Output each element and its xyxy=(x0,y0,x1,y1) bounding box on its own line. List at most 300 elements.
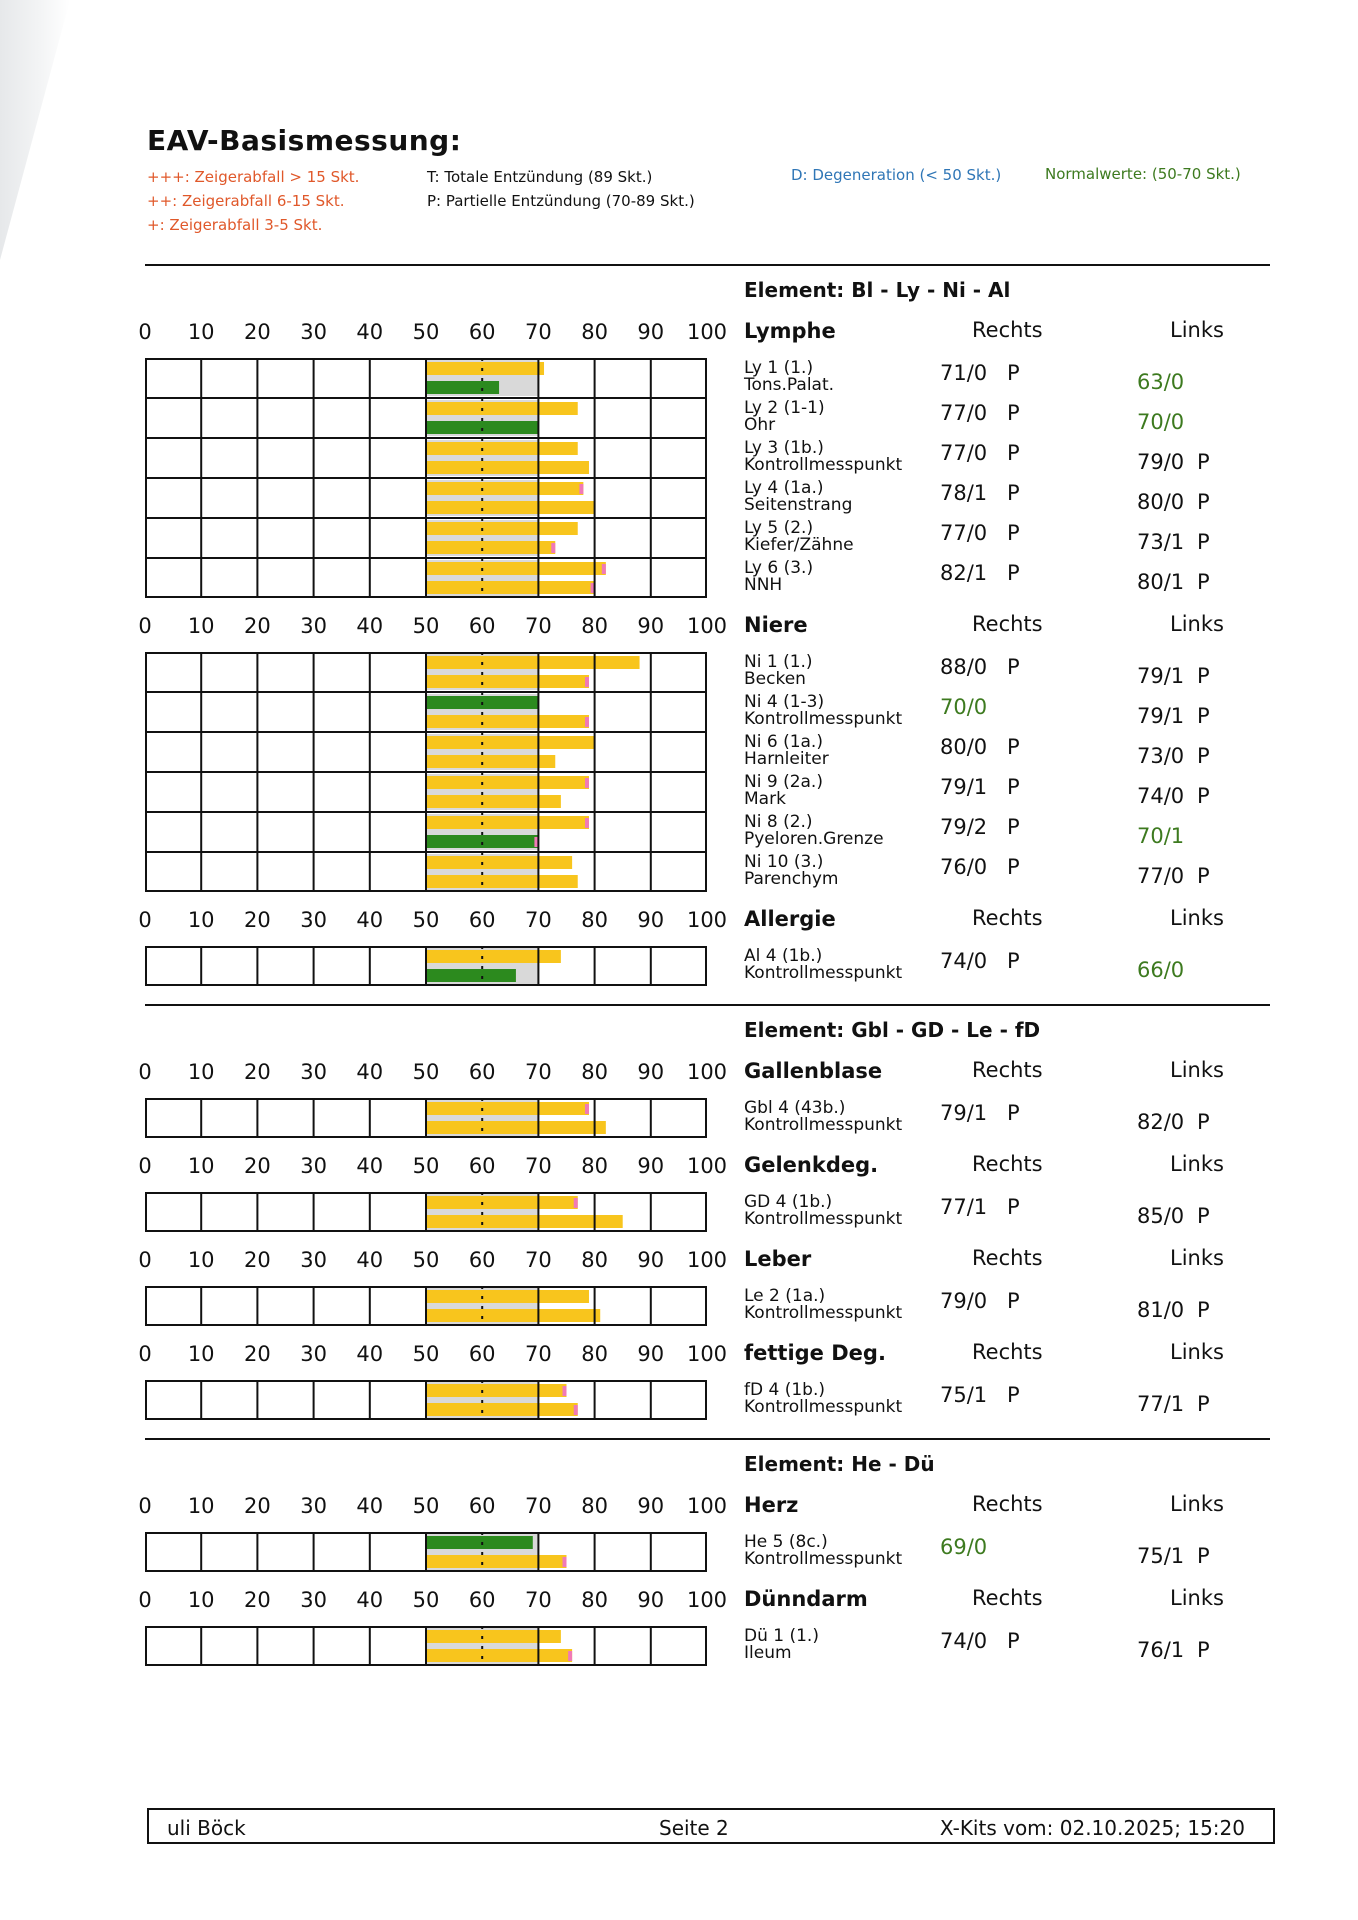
flag-right: P xyxy=(1007,949,1020,973)
flag-left: P xyxy=(1197,570,1210,594)
measurement-point-code: Ni 10 (3.) xyxy=(744,852,824,872)
value-right: 77/1 xyxy=(940,1195,988,1219)
column-header-left: Links xyxy=(1170,1246,1224,1270)
axis-tick-label: 100 xyxy=(686,908,728,932)
measurement-point-code: Ly 2 (1-1) xyxy=(744,398,825,418)
bar-chart xyxy=(145,358,707,598)
flag-left: P xyxy=(1197,704,1210,728)
axis-tick-labels xyxy=(0,320,728,344)
measurement-point-code: Ni 6 (1a.) xyxy=(744,732,823,752)
axis-tick-label: 70 xyxy=(525,908,552,932)
measurement-point-code: Le 2 (1a.) xyxy=(744,1286,826,1306)
bar-right xyxy=(426,1102,589,1115)
column-header-left: Links xyxy=(1170,612,1224,636)
column-header-right: Rechts xyxy=(972,1246,1043,1270)
axis-tick-label: 40 xyxy=(356,1494,384,1518)
measurement-point-desc: Ileum xyxy=(744,1643,792,1663)
flag-right: P xyxy=(1007,855,1020,879)
value-left: 73/0 xyxy=(1137,744,1185,768)
bar-chart xyxy=(145,1626,707,1666)
bar-right xyxy=(426,736,595,749)
drop-marker-right xyxy=(563,1386,567,1396)
drop-marker-left xyxy=(568,1651,572,1661)
measurement-point-desc: Kontrollmesspunkt xyxy=(744,1397,903,1417)
axis-tick-label: 20 xyxy=(244,614,271,638)
section-divider xyxy=(145,1004,1270,1006)
value-left: 81/0 xyxy=(1137,1298,1185,1322)
axis-tick-label: 40 xyxy=(356,614,384,638)
axis-tick-label: 20 xyxy=(244,1494,271,1518)
bar-right xyxy=(426,816,589,829)
bar-chart xyxy=(145,1286,707,1326)
axis-tick-label: 60 xyxy=(468,1588,496,1612)
legend-normal-values: Normalwerte: (50-70 Skt.) xyxy=(1045,165,1241,183)
footer-page-number: Seite 2 xyxy=(659,1816,729,1840)
axis-tick-label: 40 xyxy=(356,320,384,344)
group-name: Lymphe xyxy=(744,319,836,343)
value-right: 70/0 xyxy=(940,695,988,719)
column-header-right: Rechts xyxy=(972,906,1043,930)
measurement-point-desc: Kontrollmesspunkt xyxy=(744,1209,903,1229)
legend-double-plus: ++: Zeigerabfall 6-15 Skt. xyxy=(147,192,345,210)
axis-tick-label: 10 xyxy=(187,320,215,344)
value-right: 77/0 xyxy=(940,441,988,465)
legend-degeneration: D: Degeneration (< 50 Skt.) xyxy=(791,166,1002,184)
bar-grid xyxy=(145,946,707,986)
axis-tick-label: 0 xyxy=(138,1248,152,1272)
flag-left: P xyxy=(1197,1298,1210,1322)
axis-tick-label: 30 xyxy=(300,1248,327,1272)
column-header-right: Rechts xyxy=(972,1058,1043,1082)
axis-tick-label: 80 xyxy=(581,320,608,344)
drop-marker-right xyxy=(579,484,583,494)
flag-left: P xyxy=(1197,784,1210,808)
measurement-point-code: He 5 (8c.) xyxy=(744,1532,828,1552)
axis-tick-label: 50 xyxy=(412,1494,440,1518)
column-header-right: Rechts xyxy=(972,1586,1043,1610)
axis-tick-label: 90 xyxy=(637,908,665,932)
column-header-right: Rechts xyxy=(972,318,1043,342)
axis-tick-label: 80 xyxy=(581,614,608,638)
bar-grid xyxy=(145,1098,707,1138)
flag-left: P xyxy=(1197,1638,1210,1662)
drop-marker-right xyxy=(585,1104,589,1114)
measurement-point-desc: Parenchym xyxy=(744,869,839,889)
value-right: 74/0 xyxy=(940,1629,988,1653)
flag-right: P xyxy=(1007,1383,1020,1407)
flag-left: P xyxy=(1197,1392,1210,1416)
axis-tick-label: 80 xyxy=(581,1342,608,1366)
measurement-point-code: Ni 1 (1.) xyxy=(744,652,813,672)
drop-marker-left xyxy=(585,677,589,687)
axis-tick-label: 0 xyxy=(138,1342,152,1366)
flag-right: P xyxy=(1007,1101,1020,1125)
measurement-point-desc: Kontrollmesspunkt xyxy=(744,455,903,475)
bar-grid xyxy=(145,1192,707,1232)
value-right: 71/0 xyxy=(940,361,988,385)
measurement-point-code: Gbl 4 (43b.) xyxy=(744,1098,846,1118)
axis-tick-label: 60 xyxy=(468,908,496,932)
axis-tick-labels xyxy=(0,1342,728,1366)
axis-tick-label: 50 xyxy=(412,1588,440,1612)
value-left: 85/0 xyxy=(1137,1204,1185,1228)
flag-right: P xyxy=(1007,815,1020,839)
value-left: 80/0 xyxy=(1137,490,1185,514)
value-left: 70/0 xyxy=(1137,410,1185,434)
axis-tick-label: 80 xyxy=(581,1248,608,1272)
axis-tick-label: 80 xyxy=(581,1154,608,1178)
axis-tick-labels xyxy=(0,908,728,932)
axis-tick-label: 20 xyxy=(244,1060,271,1084)
column-header-left: Links xyxy=(1170,1058,1224,1082)
axis-tick-label: 40 xyxy=(356,1060,384,1084)
column-header-left: Links xyxy=(1170,1586,1224,1610)
bar-chart xyxy=(145,652,707,892)
axis-tick-label: 100 xyxy=(686,320,728,344)
bar-left xyxy=(426,1649,572,1662)
axis-tick-label: 0 xyxy=(138,1060,152,1084)
bar-grid xyxy=(145,1626,707,1666)
value-right: 77/0 xyxy=(940,401,988,425)
axis-tick-label: 30 xyxy=(300,1588,327,1612)
axis-tick-label: 20 xyxy=(244,908,271,932)
axis-tick-label: 0 xyxy=(138,908,152,932)
flag-right: P xyxy=(1007,775,1020,799)
measurement-point-desc: Seitenstrang xyxy=(744,495,853,515)
flag-left: P xyxy=(1197,864,1210,888)
legend-single-plus: +: Zeigerabfall 3-5 Skt. xyxy=(147,216,323,234)
bar-left xyxy=(426,835,538,848)
axis-tick-label: 60 xyxy=(468,1494,496,1518)
flag-left: P xyxy=(1197,490,1210,514)
axis-tick-label: 10 xyxy=(187,908,215,932)
group-name: Herz xyxy=(744,1493,799,1517)
bar-right xyxy=(426,856,572,869)
axis-tick-label: 70 xyxy=(525,1060,552,1084)
value-left: 74/0 xyxy=(1137,784,1185,808)
flag-right: P xyxy=(1007,401,1020,425)
bar-chart xyxy=(145,946,707,986)
measurement-point-code: Dü 1 (1.) xyxy=(744,1626,819,1646)
drop-marker-right xyxy=(602,564,606,574)
measurement-point-code: GD 4 (1b.) xyxy=(744,1192,833,1212)
value-left: 76/1 xyxy=(1137,1638,1185,1662)
axis-tick-label: 70 xyxy=(525,1248,552,1272)
element-title: Element: He - Dü xyxy=(744,1452,935,1476)
value-right: 79/1 xyxy=(940,1101,988,1125)
value-right: 79/0 xyxy=(940,1289,988,1313)
axis-tick-label: 50 xyxy=(412,1154,440,1178)
axis-tick-label: 90 xyxy=(637,614,665,638)
bar-chart xyxy=(145,1380,707,1420)
axis-tick-label: 30 xyxy=(300,1060,327,1084)
value-left: 77/0 xyxy=(1137,864,1185,888)
flag-right: P xyxy=(1007,561,1020,585)
element-title: Element: Gbl - GD - Le - fD xyxy=(744,1018,1041,1042)
value-right: 79/1 xyxy=(940,775,988,799)
bar-chart xyxy=(145,1192,707,1232)
legend-triple-plus: +++: Zeigerabfall > 15 Skt. xyxy=(147,168,360,186)
element-title: Element: Bl - Ly - Ni - Al xyxy=(744,278,1011,302)
column-header-left: Links xyxy=(1170,1340,1224,1364)
flag-left: P xyxy=(1197,530,1210,554)
axis-tick-labels xyxy=(0,1060,728,1084)
bar-right xyxy=(426,656,640,669)
bar-left xyxy=(426,795,561,808)
measurement-point-desc: Kontrollmesspunkt xyxy=(744,1303,903,1323)
axis-tick-label: 10 xyxy=(187,614,215,638)
axis-tick-label: 10 xyxy=(187,1154,215,1178)
measurement-point-desc: Kontrollmesspunkt xyxy=(744,963,903,983)
axis-tick-label: 70 xyxy=(525,320,552,344)
axis-tick-label: 60 xyxy=(468,1248,496,1272)
axis-tick-labels xyxy=(0,614,728,638)
column-header-left: Links xyxy=(1170,906,1224,930)
value-right: 79/2 xyxy=(940,815,988,839)
axis-tick-label: 40 xyxy=(356,1248,384,1272)
axis-tick-label: 40 xyxy=(356,1342,384,1366)
measurement-point-desc: Kontrollmesspunkt xyxy=(744,1115,903,1135)
bar-left xyxy=(426,541,555,554)
axis-tick-labels xyxy=(0,1494,728,1518)
axis-tick-label: 30 xyxy=(300,1494,327,1518)
bar-left xyxy=(426,755,555,768)
flag-left: P xyxy=(1197,664,1210,688)
flag-left: P xyxy=(1197,744,1210,768)
axis-tick-label: 50 xyxy=(412,1248,440,1272)
axis-tick-label: 100 xyxy=(686,1342,728,1366)
measurement-point-desc: Mark xyxy=(744,789,786,809)
bar-left xyxy=(426,969,516,982)
page-footer xyxy=(147,1808,1275,1844)
footer-name: uli Böck xyxy=(167,1816,246,1840)
axis-tick-label: 70 xyxy=(525,1588,552,1612)
axis-tick-label: 70 xyxy=(525,1494,552,1518)
axis-tick-label: 100 xyxy=(686,1494,728,1518)
value-left: 77/1 xyxy=(1137,1392,1185,1416)
axis-tick-label: 60 xyxy=(468,1060,496,1084)
axis-tick-label: 90 xyxy=(637,320,665,344)
bar-right xyxy=(426,776,589,789)
axis-tick-label: 60 xyxy=(468,320,496,344)
measurement-point-desc: Pyeloren.Grenze xyxy=(744,829,884,849)
value-right: 77/0 xyxy=(940,521,988,545)
drop-marker-left xyxy=(563,1557,567,1567)
axis-tick-label: 0 xyxy=(138,1154,152,1178)
axis-tick-label: 90 xyxy=(637,1588,665,1612)
axis-tick-label: 20 xyxy=(244,1342,271,1366)
flag-right: P xyxy=(1007,521,1020,545)
axis-tick-label: 50 xyxy=(412,1060,440,1084)
measurement-point-desc: Tons.Palat. xyxy=(744,375,835,395)
bar-right xyxy=(426,1196,578,1209)
legend-total-inflammation: T: Totale Entzündung (89 Skt.) xyxy=(427,168,653,186)
axis-tick-label: 70 xyxy=(525,1342,552,1366)
axis-tick-label: 80 xyxy=(581,1494,608,1518)
bar-grid xyxy=(145,652,707,892)
bar-left xyxy=(426,461,589,474)
bar-right xyxy=(426,950,561,963)
measurement-point-desc: Kontrollmesspunkt xyxy=(744,1549,903,1569)
bar-grid xyxy=(145,1380,707,1420)
column-header-left: Links xyxy=(1170,1492,1224,1516)
column-header-right: Rechts xyxy=(972,612,1043,636)
axis-tick-label: 70 xyxy=(525,1154,552,1178)
measurement-point-code: Al 4 (1b.) xyxy=(744,946,823,966)
column-header-right: Rechts xyxy=(972,1492,1043,1516)
group-name: fettige Deg. xyxy=(744,1341,886,1365)
measurement-point-desc: Kiefer/Zähne xyxy=(744,535,854,555)
drop-marker-right xyxy=(574,1198,578,1208)
bar-chart xyxy=(145,1098,707,1138)
axis-tick-label: 90 xyxy=(637,1494,665,1518)
flag-right: P xyxy=(1007,1289,1020,1313)
axis-tick-labels xyxy=(0,1154,728,1178)
value-right: 80/0 xyxy=(940,735,988,759)
column-header-right: Rechts xyxy=(972,1340,1043,1364)
value-left: 82/0 xyxy=(1137,1110,1185,1134)
bar-chart xyxy=(145,1532,707,1572)
bar-right xyxy=(426,362,544,375)
axis-tick-label: 100 xyxy=(686,1154,728,1178)
axis-tick-label: 100 xyxy=(686,1248,728,1272)
flag-right: P xyxy=(1007,441,1020,465)
value-right: 74/0 xyxy=(940,949,988,973)
axis-tick-label: 70 xyxy=(525,614,552,638)
flag-left: P xyxy=(1197,450,1210,474)
column-header-right: Rechts xyxy=(972,1152,1043,1176)
axis-tick-label: 90 xyxy=(637,1342,665,1366)
flag-right: P xyxy=(1007,1629,1020,1653)
bar-left xyxy=(426,1555,567,1568)
axis-tick-labels xyxy=(0,1588,728,1612)
column-header-left: Links xyxy=(1170,318,1224,342)
axis-tick-label: 90 xyxy=(637,1060,665,1084)
bar-left xyxy=(426,875,578,888)
group-name: Niere xyxy=(744,613,808,637)
bar-left xyxy=(426,675,589,688)
measurement-point-code: Ni 8 (2.) xyxy=(744,812,813,832)
footer-date: X-Kits vom: 02.10.2025; 15:20 xyxy=(939,1816,1245,1840)
bar-grid xyxy=(145,358,707,598)
section-divider xyxy=(145,1438,1270,1440)
bar-right xyxy=(426,482,583,495)
flag-right: P xyxy=(1007,1195,1020,1219)
axis-tick-label: 30 xyxy=(300,908,327,932)
bar-right xyxy=(426,1290,589,1303)
axis-tick-label: 20 xyxy=(244,1248,271,1272)
group-name: Gallenblase xyxy=(744,1059,883,1083)
value-right: 78/1 xyxy=(940,481,988,505)
axis-tick-label: 100 xyxy=(686,614,728,638)
drop-marker-left xyxy=(574,1405,578,1415)
axis-tick-label: 80 xyxy=(581,908,608,932)
bar-left xyxy=(426,1403,578,1416)
axis-tick-label: 30 xyxy=(300,1154,327,1178)
bar-right xyxy=(426,522,578,535)
axis-tick-label: 10 xyxy=(187,1248,215,1272)
flag-right: P xyxy=(1007,735,1020,759)
value-right: 75/1 xyxy=(940,1383,988,1407)
axis-tick-label: 80 xyxy=(581,1588,608,1612)
axis-tick-label: 50 xyxy=(412,320,440,344)
bar-right xyxy=(426,1536,533,1549)
drop-marker-right xyxy=(585,778,589,788)
axis-tick-label: 40 xyxy=(356,1588,384,1612)
measurement-point-code: Ni 4 (1-3) xyxy=(744,692,825,712)
bar-left xyxy=(426,1121,606,1134)
axis-tick-label: 50 xyxy=(412,1342,440,1366)
bar-left xyxy=(426,715,589,728)
value-left: 80/1 xyxy=(1137,570,1185,594)
axis-tick-label: 30 xyxy=(300,1342,327,1366)
axis-tick-labels xyxy=(0,1248,728,1272)
axis-tick-label: 40 xyxy=(356,908,384,932)
bar-left xyxy=(426,501,595,514)
measurement-point-code: Ly 3 (1b.) xyxy=(744,438,824,458)
flag-left: P xyxy=(1197,1110,1210,1134)
group-name: Gelenkdeg. xyxy=(744,1153,879,1177)
flag-right: P xyxy=(1007,481,1020,505)
value-left: 79/1 xyxy=(1137,704,1185,728)
value-right: 88/0 xyxy=(940,655,988,679)
measurement-point-desc: NNH xyxy=(744,575,783,595)
legend-partial-inflammation: P: Partielle Entzündung (70-89 Skt.) xyxy=(427,192,695,210)
bar-left xyxy=(426,1215,623,1228)
axis-tick-label: 90 xyxy=(637,1248,665,1272)
bar-grid xyxy=(145,1532,707,1572)
measurement-point-code: Ly 4 (1a.) xyxy=(744,478,824,498)
bar-left xyxy=(426,1309,600,1322)
axis-tick-label: 50 xyxy=(412,908,440,932)
axis-tick-label: 20 xyxy=(244,1588,271,1612)
flag-right: P xyxy=(1007,361,1020,385)
axis-tick-label: 10 xyxy=(187,1342,215,1366)
axis-tick-label: 10 xyxy=(187,1588,215,1612)
section-divider xyxy=(145,264,1270,266)
axis-tick-label: 60 xyxy=(468,1342,496,1366)
bar-left xyxy=(426,581,595,594)
axis-tick-label: 60 xyxy=(468,614,496,638)
axis-tick-label: 40 xyxy=(356,1154,384,1178)
measurement-point-code: Ly 5 (2.) xyxy=(744,518,814,538)
axis-tick-label: 30 xyxy=(300,320,327,344)
measurement-point-code: Ni 9 (2a.) xyxy=(744,772,823,792)
drop-marker-right xyxy=(585,818,589,828)
drop-marker-left xyxy=(551,543,555,553)
bar-right xyxy=(426,402,578,415)
value-right: 82/1 xyxy=(940,561,988,585)
measurement-point-desc: Kontrollmesspunkt xyxy=(744,709,903,729)
value-left: 79/0 xyxy=(1137,450,1185,474)
value-right: 76/0 xyxy=(940,855,988,879)
value-left: 70/1 xyxy=(1137,824,1185,848)
value-left: 79/1 xyxy=(1137,664,1185,688)
measurement-point-code: Ly 1 (1.) xyxy=(744,358,814,378)
measurement-point-desc: Becken xyxy=(744,669,806,689)
group-name: Leber xyxy=(744,1247,812,1271)
bar-grid xyxy=(145,1286,707,1326)
axis-tick-label: 20 xyxy=(244,1154,271,1178)
axis-tick-label: 60 xyxy=(468,1154,496,1178)
group-name: Dünndarm xyxy=(744,1587,868,1611)
measurement-point-desc: Harnleiter xyxy=(744,749,829,769)
page-title: EAV-Basismessung: xyxy=(147,124,462,157)
group-name: Allergie xyxy=(744,907,836,931)
value-left: 73/1 xyxy=(1137,530,1185,554)
value-left: 63/0 xyxy=(1137,370,1185,394)
axis-tick-label: 10 xyxy=(187,1494,215,1518)
